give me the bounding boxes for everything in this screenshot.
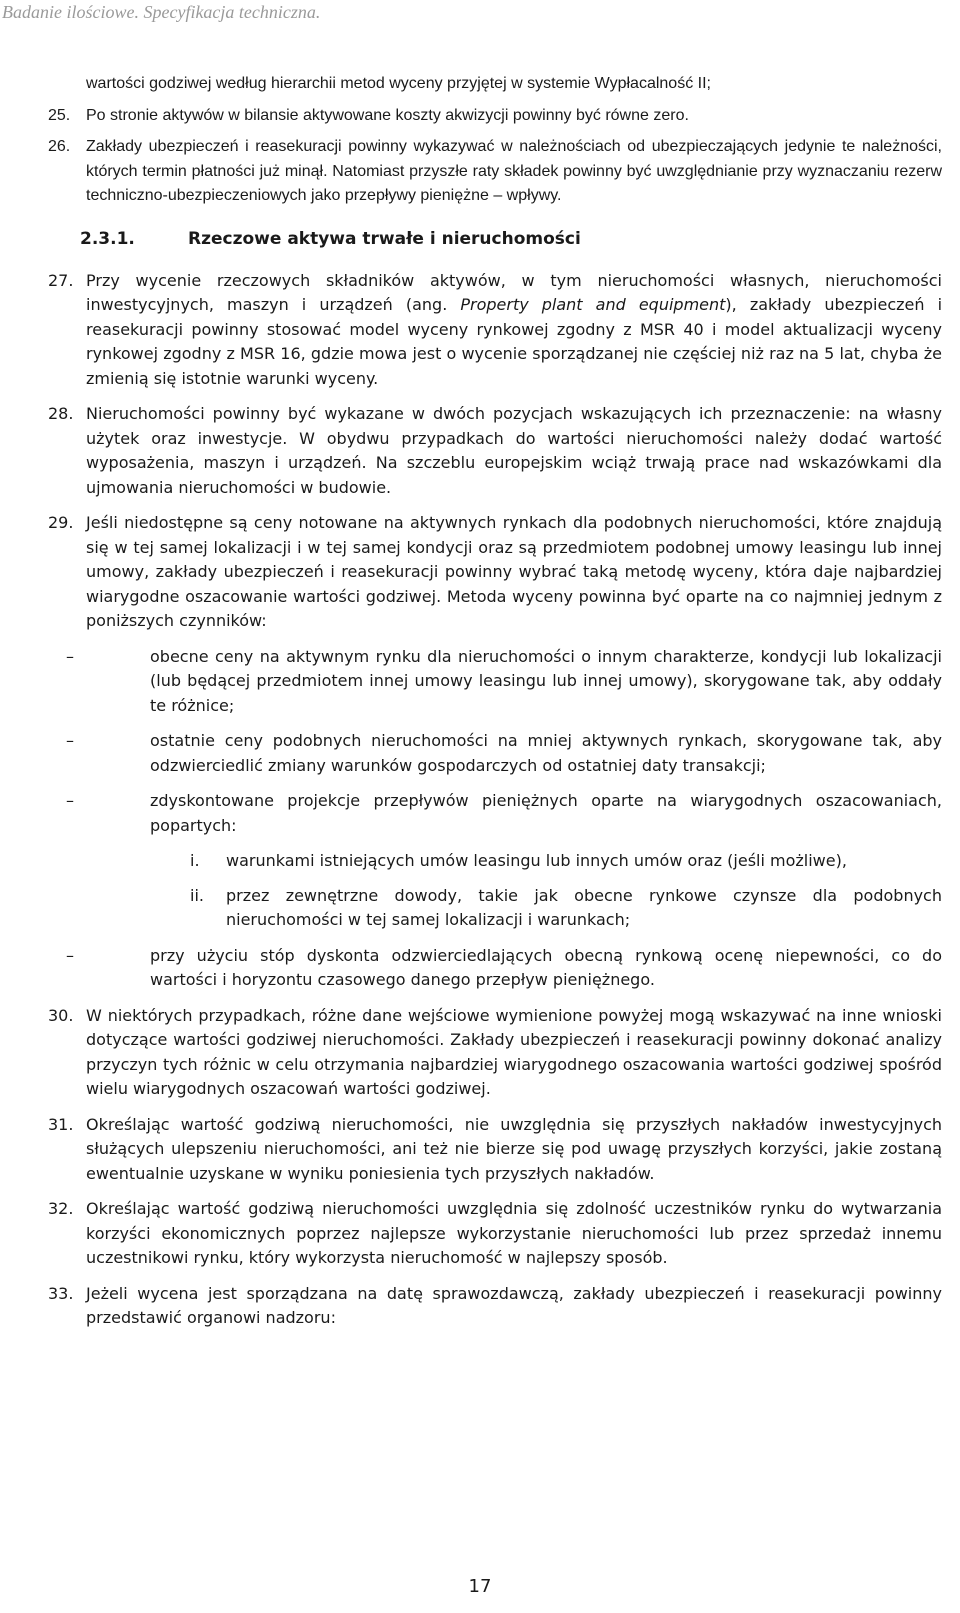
list-item-text: warunkami istniejących umów leasingu lub innych umów oraz (jeśli możliwe), [226,851,847,870]
paragraph-text: Określając wartość godziwą nieruchomości, nie uwzględnia się przyszłych nakładów inwestycyjnych służących ulepszeniu nieruchomości, ani też nie bierze się pod uwagę przyszłych korzyści, jakie zostaną ewentualnie uzyskane w wyniku poniesienia tych przyszłych nakładów. [86,1114,942,1183]
paragraph-27 [48,269,942,392]
roman-list-item [48,849,942,874]
section-title: Rzeczowe aktywa trwałe i nieruchomości [188,228,581,249]
list-item-text: obecne ceny na aktywnym rynku dla nieruchomości o innym charakterze, kondycji lub lokalizacji (lub będącej przedmiotem innej umowy leasingu lub innej umowy), skorygowane tak, aby oddały te różnice; [150,646,942,715]
running-header: Badanie ilościowe. Specyfikacja techniczna. [2,2,321,22]
paragraph-text: Przy wycenie rzeczowych składników aktywów, w tym nieruchomości własnych, nieruchomości inwestycyjnych, maszyn i urządzeń (ang. [86,270,942,314]
dash-bullet: – [66,646,74,666]
paragraph-text: Jeśli niedostępne są ceny notowane na aktywnych rynkach dla podobnych nieruchomości, które znajdują się w tej samej lokalizacji i w tej samej kondycji oraz są przedmiotem podobnej umowy leasingu lub innej umowy, zakłady ubezpieczeń i reasekuracji powinny wybrać taką metodę wyceny, która daje najbardziej wiarygodne oszacowanie wartości godziwej. Metoda wyceny powinna być oparte na co najmniej jednym z poniższych czynników: [86,513,942,630]
list-item-text: ostatnie ceny podobnych nieruchomości na mniej aktywnych rynkach, skorygowane tak, aby odzwierciedlić zmiany warunków gospodarczych od ostatniej daty transakcji; [150,731,942,775]
paragraph-28 [48,402,942,500]
roman-numeral: i. [190,851,200,870]
paragraph-25 [48,104,942,129]
page-number: 17 [468,1576,492,1597]
dash-bullet: – [66,731,74,750]
paragraph-31 [48,1113,942,1187]
section-number: 2.3.1. [80,228,135,249]
paragraph-number: 32. [48,1199,74,1218]
dash-list-item [48,645,942,719]
paragraph-text: Nieruchomości powinny być wykazane w dwóch pozycjach wskazujących ich przeznaczenie: na własny użytek oraz inwestycje. W obydwu przypadkach do wartości nieruchomości należy dodać wartość wyposażenia, maszyn i urządzeń. Na szczeblu europejskim wciąż trwają prace nad wskazówkami dla ujmowania nieruchomości w budowie. [86,404,942,497]
paragraph-30 [48,1004,942,1102]
paragraph-italic-term: Property plant and equipment [460,295,726,314]
paragraph-number: 28. [48,404,74,423]
dash-list-item [48,944,942,993]
paragraph-text: Jeżeli wycena jest sporządzana na datę sprawozdawczą, zakłady ubezpieczeń i reasekuracji powinny przedstawić organowi nadzoru: [86,1283,942,1327]
paragraph-text-continued: ), zakłady ubezpieczeń i reasekuracji powinny stosować model wyceny rynkowej zgodny z MSR 40 i model aktualizacji wyceny rynkowej zgodny z MSR 16, gdzie mowa jest o wycenie sporządzanej nie częściej niż raz na 5 lat, chyba że zmienią się istotnie warunki wyceny. [86,295,943,388]
section-heading [48,227,942,251]
list-item-text: zdyskontowane projekcje przepływów pieniężnych oparte na wiarygodnych oszacowaniach, popartych: [150,791,942,835]
paragraph-number: 26. [48,138,71,155]
dash-bullet: – [66,791,74,810]
paragraph-29 [48,511,942,634]
paragraph-text: Zakłady ubezpieczeń i reasekuracji powinny wykazywać w należnościach od ubezpieczających jedynie te należności, których termin płatności już minął. Natomiast przyszłe raty składek powinny być uwzględnianie przy wyznaczaniu rezerw techniczno-ubezpieczeniowych jako przepływy pieniężne – wpływy. [86,138,942,204]
roman-numeral: ii. [190,885,204,905]
paragraph-text: Po stronie aktywów w bilansie aktywowane koszty akwizycji powinny być równe zero. [86,106,689,124]
paragraph-number: 25. [48,106,71,124]
dash-list-item [48,729,942,778]
paragraph-text: wartości godziwej według hierarchii metod wyceny przyjętej w systemie Wypłacalność II; [86,75,711,92]
roman-list-item [48,884,942,933]
dash-bullet: – [66,945,74,965]
paragraph-number: 30. [48,1005,74,1025]
paragraph-number: 33. [48,1283,74,1303]
paragraph-26 [48,135,942,209]
paragraph-text: Określając wartość godziwą nieruchomości uwzględnia się zdolność uczestników rynku do wytwarzania korzyści ekonomicznych poprzez najlepsze wykorzystanie nieruchomości lub przez sprzedaż innemu uczestnikowi rynku, który wykorzysta nieruchomość w najlepszy sposób. [86,1199,942,1267]
paragraph-number: 31. [48,1114,74,1134]
paragraph-24-continuation [48,72,942,97]
dash-list-item [48,789,942,838]
list-item-text: przez zewnętrzne dowody, takie jak obecne rynkowe czynsze dla podobnych nieruchomości w tej samej lokalizacji i warunkach; [226,885,942,929]
list-item-text: przy użyciu stóp dyskonta odzwierciedlających obecną rynkową ocenę niepewności, co do wartości i horyzontu czasowego danego przepływ pieniężnego. [150,945,942,989]
paragraph-text: W niektórych przypadkach, różne dane wejściowe wymienione powyżej mogą wskazywać na inne wnioski dotyczące wartości godziwej nieruchomości. Zakłady ubezpieczeń i reasekuracji powinny dokonać analizy przyczyn tych różnic w celu otrzymania najbardziej wiarygodnego oszacowania wartości godziwej spośród wielu wiarygodnych oszacowań wartości godziwej. [86,1005,942,1098]
paragraph-number: 29. [48,513,74,532]
paragraph-number: 27. [48,270,74,290]
paragraph-32 [48,1197,942,1271]
document-body [48,72,942,1342]
paragraph-33 [48,1282,942,1331]
